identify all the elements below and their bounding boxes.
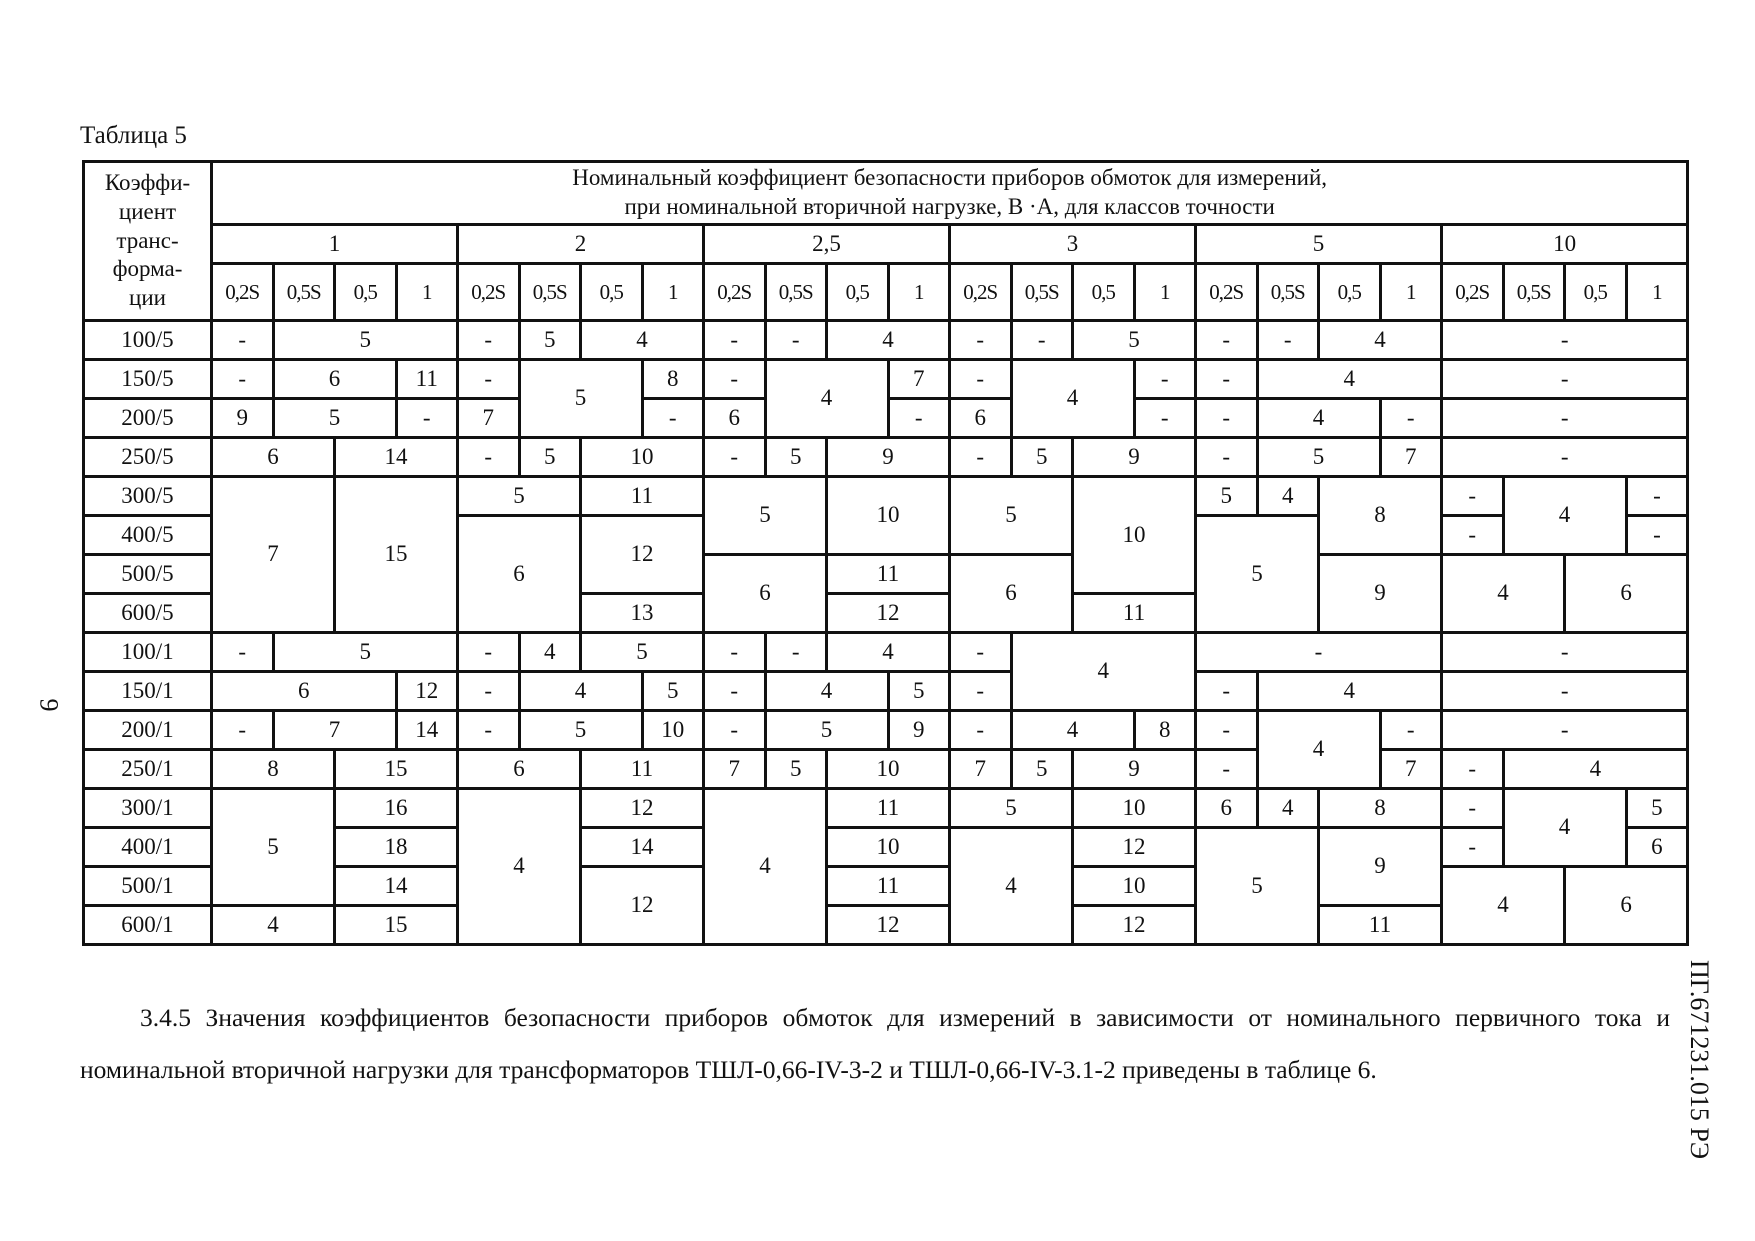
- value-cell: 6: [1565, 555, 1688, 633]
- value-cell: 4: [827, 633, 950, 672]
- value-cell: -: [1380, 399, 1442, 438]
- value-cell: -: [396, 399, 458, 438]
- table-row: [84, 711, 1688, 750]
- value-cell: 12: [827, 906, 950, 945]
- value-cell: 11: [827, 867, 950, 906]
- value-cell: 18: [335, 828, 458, 867]
- value-cell: -: [642, 399, 704, 438]
- value-cell: 11: [396, 360, 458, 399]
- value-cell: 7: [1380, 750, 1442, 789]
- accuracy-class-cell: 1: [1626, 264, 1688, 321]
- accuracy-class-cell: 0,5: [1565, 264, 1627, 321]
- value-cell: 4: [1257, 789, 1319, 828]
- value-cell: 13: [581, 594, 704, 633]
- accuracy-class-cell: 0,5S: [273, 264, 335, 321]
- value-cell: 8: [1134, 711, 1196, 750]
- value-cell: -: [1196, 750, 1258, 789]
- accuracy-class-cell: 0,5S: [1503, 264, 1565, 321]
- value-cell: 5: [1073, 321, 1196, 360]
- value-cell: 10: [1073, 789, 1196, 828]
- accuracy-class-cell: 0,2S: [1196, 264, 1258, 321]
- value-cell: -: [1626, 516, 1688, 555]
- accuracy-class-cell: 0,5: [827, 264, 889, 321]
- value-cell: -: [950, 672, 1012, 711]
- table-row: [84, 360, 1688, 399]
- value-cell: -: [212, 321, 274, 360]
- ratio-cell: 400/1: [84, 828, 212, 867]
- accuracy-class-cell: 0,5: [1073, 264, 1135, 321]
- value-cell: 9: [212, 399, 274, 438]
- value-cell: -: [1196, 399, 1258, 438]
- table-row: [84, 477, 1688, 516]
- value-cell: -: [458, 711, 520, 750]
- value-cell: 4: [827, 321, 950, 360]
- value-cell: -: [704, 711, 766, 750]
- ratio-cell: 600/1: [84, 906, 212, 945]
- corner-line: форма-: [112, 256, 183, 282]
- table-row: [84, 633, 1688, 672]
- value-cell: 11: [1073, 594, 1196, 633]
- corner-line: циент: [118, 198, 177, 224]
- ratio-cell: 300/5: [84, 477, 212, 516]
- value-cell: 5: [519, 711, 642, 750]
- value-cell: 12: [1073, 828, 1196, 867]
- value-cell: 6: [1565, 867, 1688, 945]
- ratio-cell: 400/5: [84, 516, 212, 555]
- value-cell: 7: [212, 477, 335, 633]
- value-cell: -: [1196, 633, 1442, 672]
- value-cell: 4: [1442, 867, 1565, 945]
- ratio-cell: 600/5: [84, 594, 212, 633]
- accuracy-class-cell: 0,5S: [519, 264, 581, 321]
- value-cell: 5: [704, 477, 827, 555]
- value-cell: -: [1442, 828, 1504, 867]
- value-cell: -: [1626, 477, 1688, 516]
- value-cell: -: [1442, 321, 1688, 360]
- accuracy-class-cell: 1: [396, 264, 458, 321]
- value-cell: 5: [1196, 828, 1319, 945]
- value-cell: 4: [519, 633, 581, 672]
- value-cell: 7: [273, 711, 396, 750]
- value-cell: 7: [950, 750, 1012, 789]
- ratio-cell: 300/1: [84, 789, 212, 828]
- value-cell: 4: [1442, 555, 1565, 633]
- value-cell: 15: [335, 906, 458, 945]
- corner-line: транс-: [116, 227, 179, 253]
- value-cell: 5: [950, 477, 1073, 555]
- value-cell: -: [765, 321, 827, 360]
- value-cell: 10: [1073, 867, 1196, 906]
- title-line-2: при номинальной вторичной нагрузке, В ·А, для классов точности: [624, 194, 1275, 219]
- value-cell: 11: [581, 477, 704, 516]
- value-cell: 6: [704, 555, 827, 633]
- value-cell: 12: [581, 516, 704, 594]
- value-cell: 5: [273, 399, 396, 438]
- value-cell: 4: [1503, 789, 1626, 867]
- value-cell: 4: [212, 906, 335, 945]
- value-cell: 5: [1626, 789, 1688, 828]
- accuracy-class-cell: 0,5S: [765, 264, 827, 321]
- value-cell: 10: [1073, 477, 1196, 594]
- value-cell: 12: [581, 789, 704, 828]
- value-cell: 11: [827, 789, 950, 828]
- value-cell: 5: [765, 438, 827, 477]
- value-cell: 5: [581, 633, 704, 672]
- value-cell: 5: [1011, 438, 1073, 477]
- value-cell: -: [1442, 633, 1688, 672]
- value-cell: -: [1257, 321, 1319, 360]
- value-cell: 4: [1257, 711, 1380, 789]
- value-cell: -: [704, 672, 766, 711]
- table-row: [84, 672, 1688, 711]
- accuracy-class-cell: 0,2S: [1442, 264, 1504, 321]
- table-header-row: [84, 162, 1688, 225]
- value-cell: 5: [950, 789, 1073, 828]
- value-cell: 8: [212, 750, 335, 789]
- value-cell: -: [1442, 399, 1688, 438]
- value-cell: 4: [1257, 477, 1319, 516]
- value-cell: 4: [1011, 360, 1134, 438]
- accuracy-class-cell: 0,5: [581, 264, 643, 321]
- value-cell: 9: [1319, 828, 1442, 906]
- value-cell: -: [1134, 399, 1196, 438]
- corner-line: Коэффи-: [104, 170, 191, 196]
- value-cell: 4: [1011, 633, 1196, 711]
- accuracy-class-cell: 0,2S: [212, 264, 274, 321]
- value-cell: 5: [273, 633, 458, 672]
- value-cell: 6: [458, 750, 581, 789]
- safety-factor-table: [82, 160, 1689, 946]
- table-row: [84, 750, 1688, 789]
- value-cell: 7: [888, 360, 950, 399]
- paragraph-text: 3.4.5 Значения коэффициентов безопасности приборов обмоток для измерений в зависимости от номинального первичного тока и номинальной вторичной нагрузки для трансформаторов ТШЛ-0,66-IV-3-2 и ТШЛ-0,66-IV-3.1-2 приведены в таблице 6.: [80, 1003, 1670, 1084]
- value-cell: 10: [642, 711, 704, 750]
- value-cell: 5: [765, 711, 888, 750]
- value-cell: 10: [827, 477, 950, 555]
- value-cell: -: [704, 438, 766, 477]
- value-cell: 4: [581, 321, 704, 360]
- value-cell: 5: [519, 321, 581, 360]
- load-header-row: [84, 225, 1688, 264]
- value-cell: 4: [1011, 711, 1134, 750]
- value-cell: -: [212, 360, 274, 399]
- accuracy-class-cell: 1: [642, 264, 704, 321]
- value-cell: -: [950, 438, 1012, 477]
- value-cell: -: [1196, 672, 1258, 711]
- value-cell: 6: [458, 516, 581, 633]
- value-cell: -: [950, 633, 1012, 672]
- value-cell: -: [950, 711, 1012, 750]
- value-cell: -: [458, 672, 520, 711]
- accuracy-class-cell: 0,5: [1319, 264, 1381, 321]
- value-cell: -: [950, 360, 1012, 399]
- value-cell: 9: [1073, 750, 1196, 789]
- value-cell: 8: [1319, 789, 1442, 828]
- ratio-cell: 200/5: [84, 399, 212, 438]
- ratio-cell: 500/1: [84, 867, 212, 906]
- value-cell: -: [458, 321, 520, 360]
- value-cell: 4: [1503, 750, 1688, 789]
- value-cell: 5: [519, 438, 581, 477]
- value-cell: -: [888, 399, 950, 438]
- value-cell: -: [1196, 711, 1258, 750]
- value-cell: 12: [1073, 906, 1196, 945]
- value-cell: -: [1442, 438, 1688, 477]
- load-header-cell: 3: [950, 225, 1196, 264]
- value-cell: -: [704, 633, 766, 672]
- value-cell: 14: [335, 867, 458, 906]
- value-cell: 14: [396, 711, 458, 750]
- value-cell: 11: [581, 750, 704, 789]
- value-cell: 5: [888, 672, 950, 711]
- table-row: [84, 321, 1688, 360]
- ratio-cell: 200/1: [84, 711, 212, 750]
- value-cell: 4: [1257, 360, 1442, 399]
- ratio-cell: 100/5: [84, 321, 212, 360]
- load-header-cell: 1: [212, 225, 458, 264]
- value-cell: 5: [1196, 516, 1319, 633]
- ratio-cell: 250/5: [84, 438, 212, 477]
- value-cell: -: [458, 633, 520, 672]
- table-title-header: [212, 162, 1688, 225]
- value-cell: -: [704, 321, 766, 360]
- value-cell: -: [1134, 360, 1196, 399]
- value-cell: -: [1011, 321, 1073, 360]
- value-cell: 12: [581, 867, 704, 945]
- value-cell: 5: [1257, 438, 1380, 477]
- value-cell: 11: [1319, 906, 1442, 945]
- load-header-cell: 2,5: [704, 225, 950, 264]
- ratio-cell: 100/1: [84, 633, 212, 672]
- value-cell: -: [458, 360, 520, 399]
- value-cell: 4: [1319, 321, 1442, 360]
- value-cell: 6: [950, 399, 1012, 438]
- value-cell: 4: [1257, 399, 1380, 438]
- value-cell: 6: [950, 555, 1073, 633]
- value-cell: 9: [888, 711, 950, 750]
- value-cell: 6: [273, 360, 396, 399]
- accuracy-class-cell: 0,5S: [1257, 264, 1319, 321]
- value-cell: 5: [458, 477, 581, 516]
- value-cell: 14: [581, 828, 704, 867]
- value-cell: 5: [212, 789, 335, 906]
- value-cell: -: [1380, 711, 1442, 750]
- table-row: [84, 789, 1688, 828]
- value-cell: -: [1442, 477, 1504, 516]
- value-cell: 4: [950, 828, 1073, 945]
- value-cell: -: [1442, 672, 1688, 711]
- value-cell: 5: [1196, 477, 1258, 516]
- accuracy-class-cell: 0,5S: [1011, 264, 1073, 321]
- value-cell: -: [212, 711, 274, 750]
- accuracy-class-cell: 0,2S: [458, 264, 520, 321]
- value-cell: 10: [827, 828, 950, 867]
- value-cell: 7: [704, 750, 766, 789]
- value-cell: 4: [765, 672, 888, 711]
- value-cell: 9: [1319, 555, 1442, 633]
- ratio-cell: 250/1: [84, 750, 212, 789]
- value-cell: 6: [212, 438, 335, 477]
- load-header-cell: 2: [458, 225, 704, 264]
- corner-line: ции: [129, 285, 166, 311]
- value-cell: 4: [704, 789, 827, 945]
- value-cell: -: [950, 321, 1012, 360]
- value-cell: -: [1196, 438, 1258, 477]
- value-cell: 9: [1073, 438, 1196, 477]
- load-header-cell: 5: [1196, 225, 1442, 264]
- accuracy-class-cell: 1: [1380, 264, 1442, 321]
- load-header-cell: 10: [1442, 225, 1688, 264]
- value-cell: 8: [642, 360, 704, 399]
- accuracy-class-cell: 1: [888, 264, 950, 321]
- value-cell: -: [458, 438, 520, 477]
- value-cell: -: [1442, 789, 1504, 828]
- value-cell: 5: [273, 321, 458, 360]
- value-cell: 5: [642, 672, 704, 711]
- value-cell: 9: [827, 438, 950, 477]
- section-paragraph: [80, 992, 1670, 1096]
- value-cell: 15: [335, 750, 458, 789]
- value-cell: 5: [519, 360, 642, 438]
- value-cell: 7: [1380, 438, 1442, 477]
- value-cell: 4: [458, 789, 581, 945]
- class-header-row: [84, 264, 1688, 321]
- page-number: 9: [34, 698, 64, 712]
- value-cell: 7: [458, 399, 520, 438]
- value-cell: 12: [827, 594, 950, 633]
- value-cell: 6: [1196, 789, 1258, 828]
- accuracy-class-cell: 0,5: [335, 264, 397, 321]
- document-id: ПГ.671231.015 РЭ: [1685, 960, 1714, 1159]
- value-cell: -: [1442, 750, 1504, 789]
- value-cell: 6: [1626, 828, 1688, 867]
- value-cell: 10: [827, 750, 950, 789]
- value-cell: 6: [704, 399, 766, 438]
- value-cell: -: [704, 360, 766, 399]
- value-cell: 11: [827, 555, 950, 594]
- accuracy-class-cell: 0,2S: [950, 264, 1012, 321]
- value-cell: -: [212, 633, 274, 672]
- ratio-cell: 150/1: [84, 672, 212, 711]
- value-cell: -: [1442, 711, 1688, 750]
- value-cell: 4: [765, 360, 888, 438]
- value-cell: 10: [581, 438, 704, 477]
- ratio-cell: 500/5: [84, 555, 212, 594]
- table-row: [84, 438, 1688, 477]
- accuracy-class-cell: 1: [1134, 264, 1196, 321]
- value-cell: 8: [1319, 477, 1442, 555]
- title-line-1: Номинальный коэффициент безопасности приборов обмоток для измерений,: [572, 165, 1328, 191]
- value-cell: -: [1442, 360, 1688, 399]
- value-cell: -: [1442, 516, 1504, 555]
- ratio-cell: 150/5: [84, 360, 212, 399]
- table-caption: Таблица 5: [80, 122, 187, 149]
- value-cell: 12: [396, 672, 458, 711]
- value-cell: -: [765, 633, 827, 672]
- value-cell: 5: [1011, 750, 1073, 789]
- value-cell: -: [1196, 360, 1258, 399]
- accuracy-class-cell: 0,2S: [704, 264, 766, 321]
- value-cell: 5: [765, 750, 827, 789]
- value-cell: 4: [1257, 672, 1442, 711]
- value-cell: 16: [335, 789, 458, 828]
- value-cell: 14: [335, 438, 458, 477]
- value-cell: 6: [212, 672, 397, 711]
- value-cell: -: [1196, 321, 1258, 360]
- ratio-column-header: [84, 162, 212, 321]
- value-cell: 15: [335, 477, 458, 633]
- value-cell: 4: [1503, 477, 1626, 555]
- value-cell: 4: [519, 672, 642, 711]
